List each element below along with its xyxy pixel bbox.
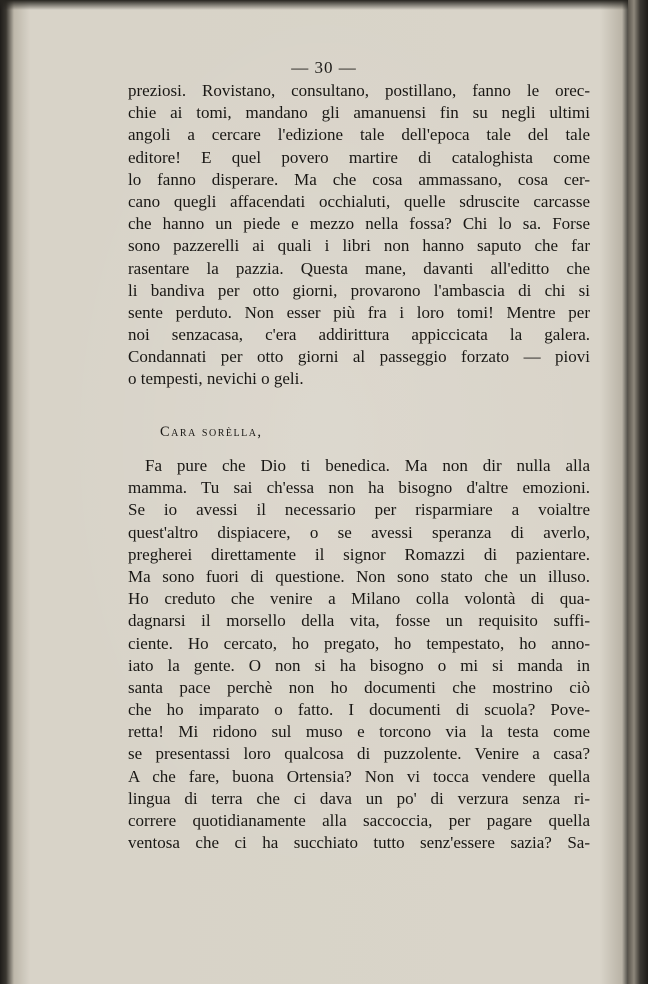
text-line: Ma sono fuori di questione. Non sono stato che un illuso. [128, 566, 590, 586]
text-line: lingua di terra che ci dava un po' di verzura senza ri- [128, 788, 590, 808]
text-line: Ho creduto che venire a Milano colla volontà di qua- [128, 589, 590, 609]
text-line: che ho imparato o fatto. I documenti di scuola? Pove- [128, 700, 590, 720]
text-line: cano quegli affacendati occhialuti, quelle sdruscite carcasse [128, 191, 590, 211]
text-line: sente perduto. Non esser più fra i loro tomi! Mentre per [128, 302, 590, 322]
letter-salutation: Cara sorèlla, [160, 424, 263, 440]
text-line: se presentassi loro qualcosa di puzzolente. Venire a casa? [128, 744, 590, 764]
text-line: santa pace perchè non ho documenti che mostrino ciò [128, 677, 590, 697]
text-line: Fa pure che Dio ti benedica. Ma non dir nulla alla [145, 456, 590, 475]
text-line: ventosa che ci ha succhiato tutto senz'essere sazia? Sa- [128, 833, 590, 853]
paragraph-1 [128, 80, 590, 391]
text-line: pregherei direttamente il signor Romazzi di pazientare. [128, 544, 590, 564]
text-line: Condannati per otto giorni al passeggio forzato — piovi [128, 347, 590, 367]
paragraph-2 [128, 455, 590, 854]
text-line: o tempesti, nevichi o geli. [128, 369, 304, 389]
text-line: angoli a cercare l'edizione tale dell'epoca tale del tale [128, 125, 590, 145]
text-line: preziosi. Rovistano, consultano, postillano, fanno le orec- [128, 81, 590, 100]
text-line: A che fare, buona Ortensia? Non vi tocca vendere quella [128, 766, 590, 786]
text-line: li bandiva per otto giorni, provarono l'ambascia di chi si [128, 280, 590, 300]
text-line: mamma. Tu sai ch'essa non ha bisogno d'altre emozioni. [128, 478, 590, 498]
text-line: Se io avessi il necessario per risparmiare a voialtre [128, 500, 590, 520]
text-line: rasentare la pazzia. Questa mane, davanti all'editto che [128, 258, 590, 278]
text-line: dagnarsi il morsello della vita, fosse un requisito suffi- [128, 611, 590, 631]
text-line: sono pazzerelli ai quali i libri non hanno saputo che far [128, 236, 590, 256]
page-top-edge [0, 0, 648, 10]
page-number: — 30 — [291, 58, 357, 77]
text-line: noi senzacasa, c'era addirittura appiccicata la galera. [128, 325, 590, 345]
text-line: iato la gente. O non si ha bisogno o mi si manda in [128, 655, 590, 675]
text-line: correre quotidianamente alla saccoccia, per pagare quella [128, 811, 590, 830]
text-line: lo fanno disperare. Ma che cosa ammassano, cosa cer- [128, 169, 590, 189]
text-line: che hanno un piede e mezzo nella fossa? Chi lo sa. Forse [128, 214, 590, 234]
text-line: quest'altro dispiacere, o se avessi speranza di averlo, [128, 522, 590, 542]
text-line: editore! E quel povero martire di cataloghista come [128, 147, 590, 167]
text-line: ciente. Ho cercato, ho pregato, ho tempestato, ho anno- [128, 633, 590, 653]
text-line: retta! Mi ridono sul muso e torcono via la testa come [128, 722, 590, 742]
page-binding-edge [628, 0, 648, 984]
text-line: chie ai tomi, mandano gli amanuensi fin su negli ultimi [128, 103, 590, 123]
